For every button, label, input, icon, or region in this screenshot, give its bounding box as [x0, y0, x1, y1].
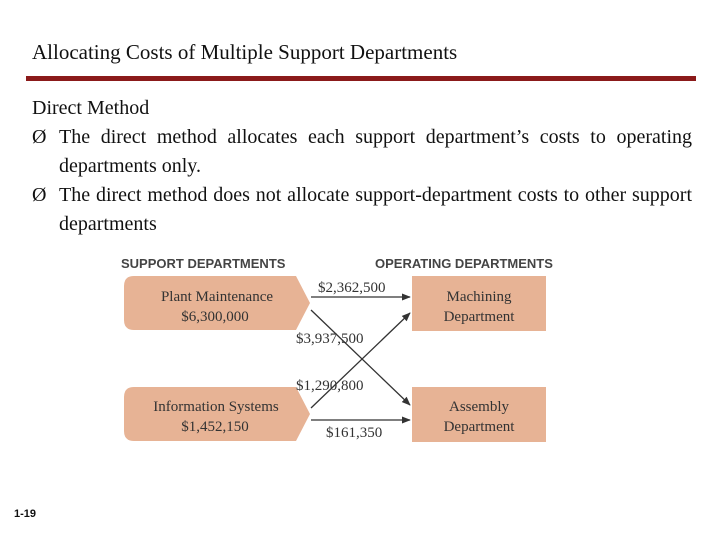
support-dept-name: Information Systems [153, 399, 279, 415]
operating-dept-line2: Department [443, 419, 515, 435]
section-heading: Direct Method [32, 97, 150, 119]
operating-departments-header: OPERATING DEPARTMENTS [375, 256, 553, 271]
allocation-amount: $1,290,800 [296, 378, 364, 394]
slide-title: Allocating Costs of Multiple Support Departments [32, 40, 458, 64]
bullet-text: The direct method allocates each support department’s costs to operating departments only. [59, 126, 692, 177]
support-dept-cost: $1,452,150 [181, 419, 249, 435]
operating-dept-line1: Assembly [449, 399, 509, 415]
support-dept-information-systems [124, 387, 310, 441]
operating-dept-line1: Machining [446, 289, 512, 305]
bullet-text: The direct method does not allocate support-department costs to other support departments [59, 184, 692, 235]
operating-dept-assembly [412, 387, 546, 442]
bullet-arrow-icon: Ø [32, 126, 47, 148]
bullet-arrow-icon: Ø [32, 184, 47, 206]
slide-number: 1-19 [14, 508, 37, 520]
allocation-amount: $161,350 [326, 425, 383, 441]
allocation-amount: $2,362,500 [318, 280, 386, 296]
support-dept-cost: $6,300,000 [181, 309, 249, 325]
allocation-amount: $3,937,500 [296, 331, 364, 347]
support-dept-name: Plant Maintenance [160, 289, 274, 305]
support-departments-header: SUPPORT DEPARTMENTS [121, 256, 286, 271]
support-dept-plant-maintenance [124, 276, 310, 330]
operating-dept-line2: Department [443, 309, 515, 325]
operating-dept-machining [412, 276, 546, 331]
